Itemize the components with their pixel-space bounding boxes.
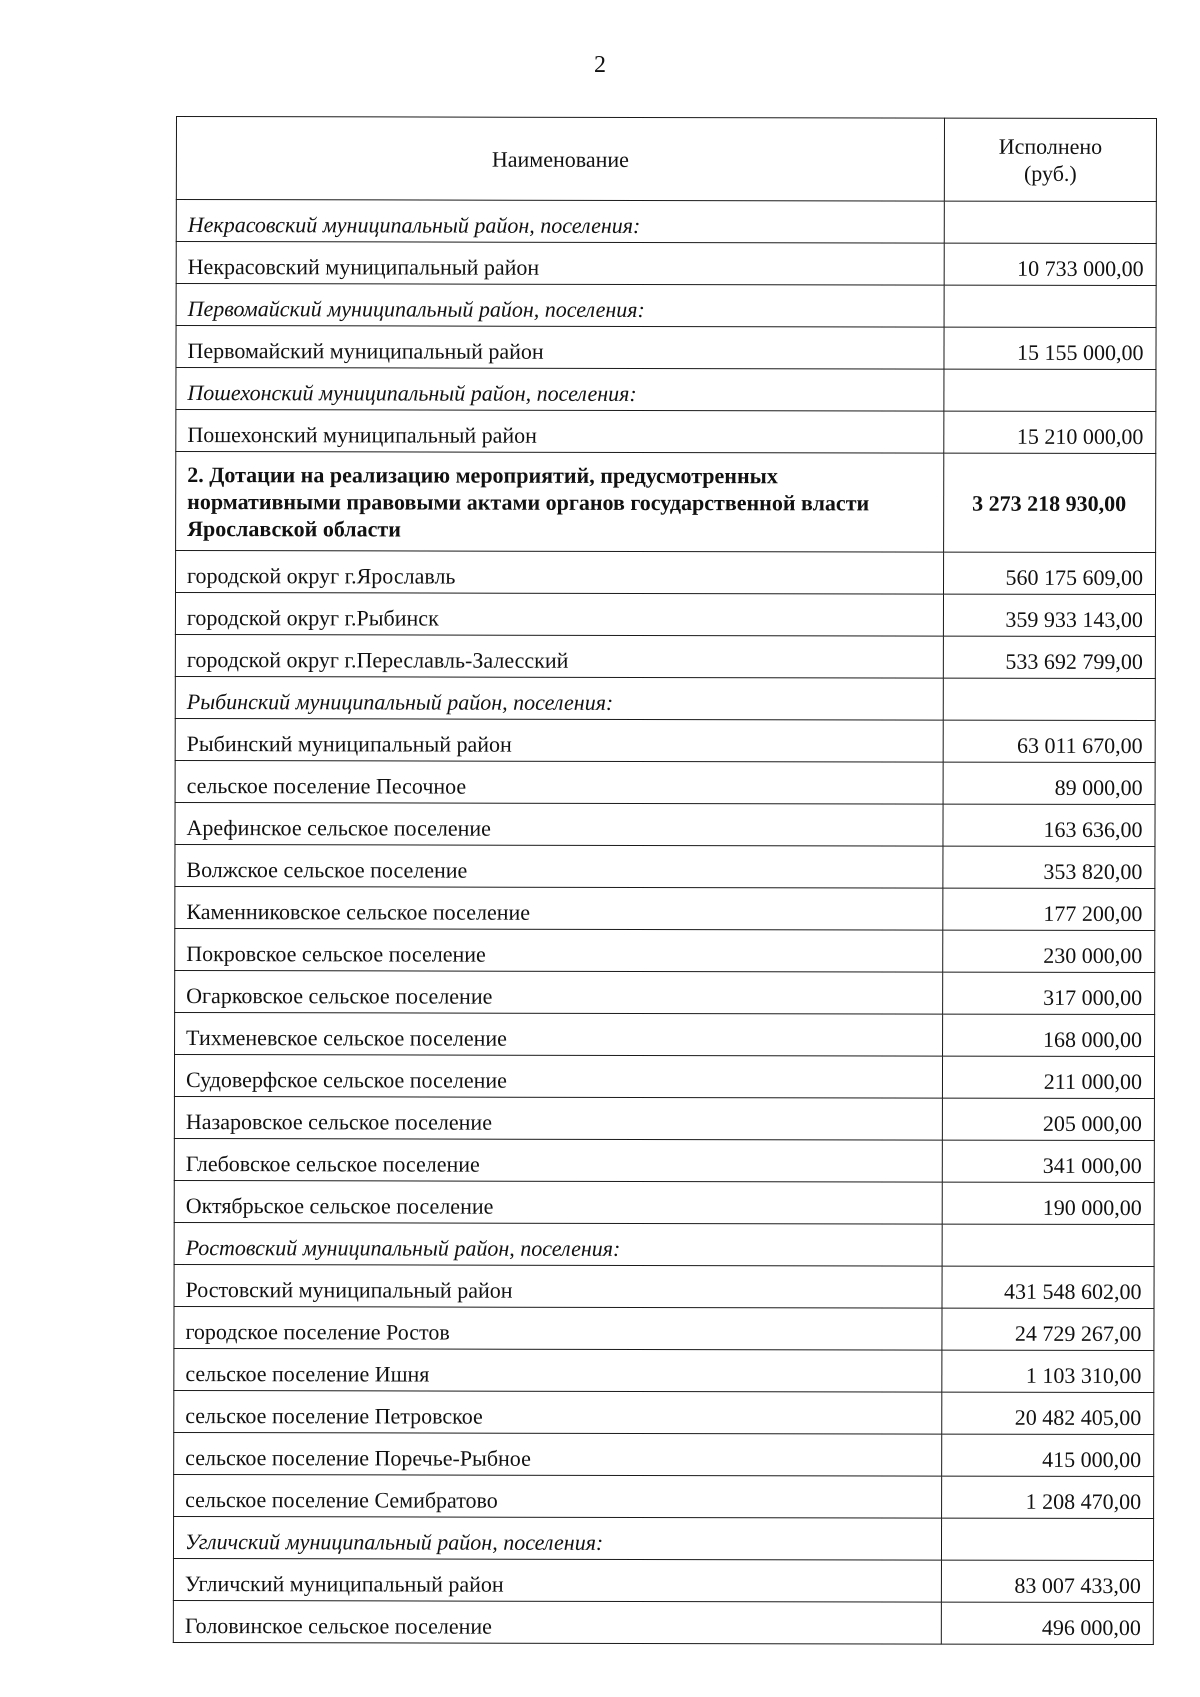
group-header-row [176,368,1156,412]
row-value: 230 000,00 [943,930,1155,972]
row-value [944,369,1156,411]
table-row [175,634,1155,678]
table-row [174,1264,1154,1308]
page-number: 2 [594,52,606,78]
row-name: сельское поселение Песочное [175,760,943,804]
header-value-line2: (руб.) [1023,160,1077,186]
row-value: 317 000,00 [943,972,1155,1014]
row-name: Покровское сельское поселение [175,928,943,972]
table-row [176,326,1156,370]
table-row [175,1012,1155,1056]
row-name: Пошехонский муниципальный район, поселения: [176,368,944,412]
row-value [944,201,1156,243]
table-row [175,970,1155,1014]
group-header-row [176,284,1156,328]
table-body [173,200,1156,1645]
row-value [944,285,1156,327]
table-row [174,1306,1154,1350]
row-value: 10 733 000,00 [944,243,1156,285]
table-row [174,1432,1154,1476]
row-value: 205 000,00 [942,1098,1154,1140]
row-value: 359 933 143,00 [943,594,1155,636]
table-row [176,551,1156,595]
section-total-row [176,452,1156,553]
row-name: Некрасовский муниципальный район [176,242,944,286]
row-name: городской округ г.Ярославль [176,551,944,595]
row-name: сельское поселение Петровское [174,1390,942,1434]
row-name: сельское поселение Поречье-Рыбное [174,1432,942,1476]
table-row [175,928,1155,972]
row-name: Арефинское сельское поселение [175,802,943,846]
row-name: Пошехонский муниципальный район [176,410,944,454]
row-name: Каменниковское сельское поселение [175,886,943,930]
row-name: Угличский муниципальный район, поселения: [173,1516,941,1560]
group-header-row [174,1222,1154,1266]
row-value [942,1224,1154,1266]
row-value: 24 729 267,00 [942,1308,1154,1350]
table-header-row [176,117,1156,202]
row-value: 353 820,00 [943,846,1155,888]
budget-table-container [173,116,1156,1645]
row-name: Назаровское сельское поселение [174,1096,942,1140]
table-row [174,1054,1154,1098]
table-row [175,718,1155,762]
table-row [175,802,1155,846]
budget-table [173,116,1157,1645]
row-name: Волжское сельское поселение [175,844,943,888]
header-value [944,118,1156,201]
table-row [174,1474,1154,1518]
row-value: 168 000,00 [943,1014,1155,1056]
row-name: Глебовское сельское поселение [174,1138,942,1182]
row-name: Судоверфское сельское поселение [174,1054,942,1098]
row-name: Рыбинский муниципальный район, поселения: [175,676,943,720]
group-header-row [173,1516,1153,1560]
row-value: 1 103 310,00 [942,1350,1154,1392]
row-value: 496 000,00 [941,1602,1153,1644]
table-row [173,1558,1153,1602]
row-value: 15 155 000,00 [944,327,1156,369]
table-row [174,1390,1154,1434]
row-name: Некрасовский муниципальный район, поселения: [176,200,944,244]
table-row [175,844,1155,888]
group-header-row [175,676,1155,720]
row-name: Угличский муниципальный район [173,1558,941,1602]
row-name: городской округ г.Рыбинск [175,593,943,637]
header-name: Наименование [176,117,944,202]
row-value: 533 692 799,00 [943,636,1155,678]
group-header-row [176,200,1156,244]
row-name: городской округ г.Переславль-Залесский [175,634,943,678]
row-name: Ростовский муниципальный район, поселения: [174,1222,942,1266]
row-value: 83 007 433,00 [941,1560,1153,1602]
row-name: сельское поселение Ишня [174,1348,942,1392]
row-value: 177 200,00 [943,888,1155,930]
row-value: 560 175 609,00 [944,552,1156,594]
row-name: Тихменевское сельское поселение [175,1012,943,1056]
row-value: 20 482 405,00 [942,1392,1154,1434]
row-value: 3 273 218 930,00 [944,453,1156,552]
row-name: 2. Дотации на реализацию мероприятий, предусмотренных нормативными правовыми актами органов государственной власти Ярославской области [176,452,944,553]
table-row [174,1138,1154,1182]
row-name: Первомайский муниципальный район, поселения: [176,284,944,328]
table-row [173,1600,1153,1644]
row-name: Головинское сельское поселение [173,1600,941,1644]
row-value: 190 000,00 [942,1182,1154,1224]
table-row [175,593,1155,637]
row-value: 89 000,00 [943,762,1155,804]
row-value: 163 636,00 [943,804,1155,846]
row-value: 1 208 470,00 [942,1476,1154,1518]
table-row [175,886,1155,930]
row-name: Первомайский муниципальный район [176,326,944,370]
row-name: сельское поселение Семибратово [174,1474,942,1518]
row-name: Рыбинский муниципальный район [175,718,943,762]
row-name: Октябрьское сельское поселение [174,1180,942,1224]
row-value [943,678,1155,720]
table-row [176,242,1156,286]
row-value [941,1518,1153,1560]
table-row [175,760,1155,804]
row-name: Огарковское сельское поселение [175,970,943,1014]
row-value: 15 210 000,00 [944,411,1156,453]
table-row [174,1348,1154,1392]
row-name: городское поселение Ростов [174,1306,942,1350]
row-value: 431 548 602,00 [942,1266,1154,1308]
row-value: 415 000,00 [942,1434,1154,1476]
row-name: Ростовский муниципальный район [174,1264,942,1308]
row-value: 341 000,00 [942,1140,1154,1182]
table-row [174,1180,1154,1224]
row-value: 63 011 670,00 [943,720,1155,762]
table-row [174,1096,1154,1140]
table-row [176,410,1156,454]
row-value: 211 000,00 [942,1056,1154,1098]
header-value-line1: Исполнено [998,133,1103,159]
